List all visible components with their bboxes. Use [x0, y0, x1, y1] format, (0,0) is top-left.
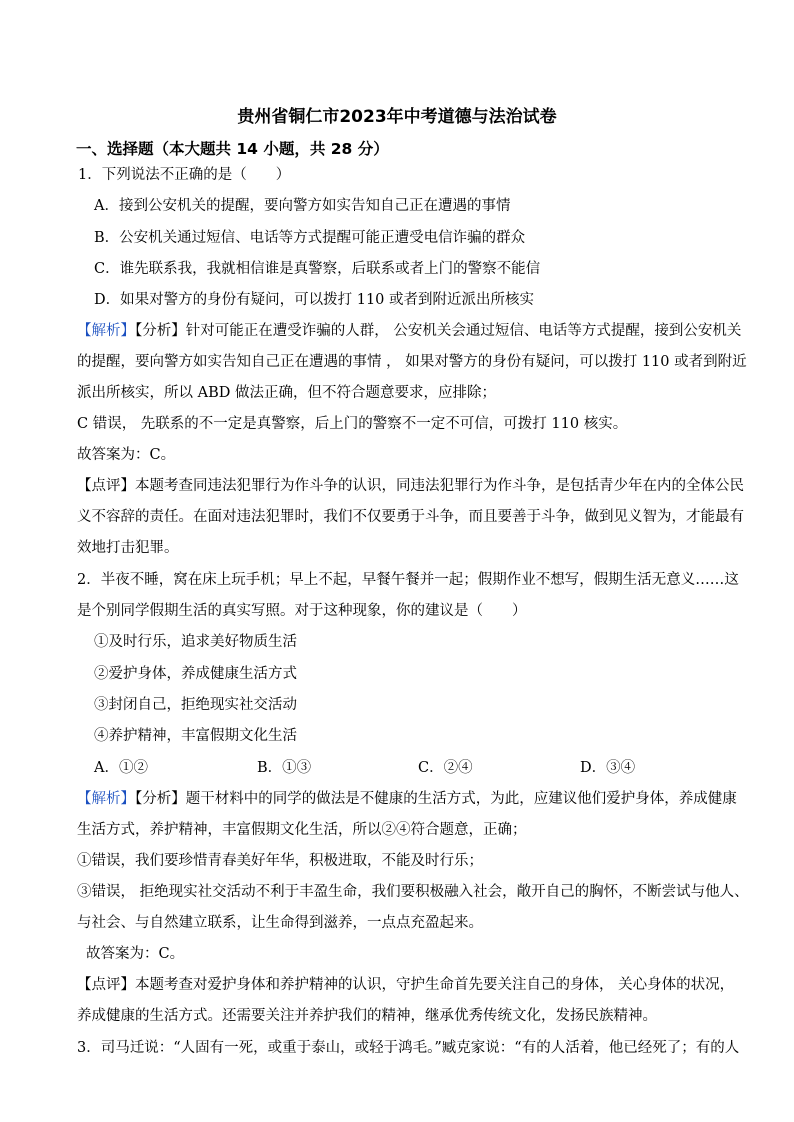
- q1-stem: 1．下列说法不正确的是（ ）: [78, 167, 291, 183]
- q2-analysis-text-1: 题干材料中的同学的做法是不健康的生活方式，为此，应建议他们爱护身体，养成健康: [185, 791, 737, 807]
- q2-analysis-line-5: 与社会、与自然建立联系，让生命得到滋养，一点点充盈起来。: [77, 915, 483, 931]
- q2-analysis-line-1: [77, 789, 737, 809]
- q1-answer: 故答案为：C。: [77, 447, 176, 463]
- q2-stem-line-1: 2．半夜不睡，窝在床上玩手机；早上不起，早餐午餐并一起；假期作业不想写，假期生活无意义……这: [77, 572, 739, 588]
- q3-stem-line-1: 3．司马迁说：“人固有一死，或重于泰山，或轻于鸿毛。”臧克家说：“有的人活着，他已经死了；有的人: [77, 1040, 740, 1056]
- q1-analysis-text-1: 针对可能正在遭受诈骗的人群， 公安机关会通过短信、电话等方式提醒，接到公安机关: [185, 323, 742, 339]
- q2-tag-jiexi: 【解析】: [77, 791, 135, 807]
- q2-option-c: C．②④: [418, 760, 473, 776]
- q1-tag-fenxi: 【分析】: [135, 323, 186, 339]
- q2-comment-line-1: [77, 975, 734, 995]
- q1-analysis-line-4: C 错误， 先联系的不一定是真警察，后上门的警察不一定不可信，可拨打 110 核实。: [77, 416, 628, 432]
- q2-item-1: ①及时行乐，追求美好物质生活: [94, 634, 297, 650]
- q2-item-4: ④养护精神，丰富假期文化生活: [94, 728, 297, 744]
- q1-analysis-line-1: [77, 321, 741, 341]
- page-title: 贵州省铜仁市2023年中考道德与法治试卷: [237, 107, 557, 127]
- q1-option-c: C．谁先联系我，我就相信谁是真警察，后联系或者上门的警察不能信: [94, 261, 541, 277]
- q2-analysis-line-2: 生活方式，养护精神，丰富假期文化生活，所以②④符合题意，正确；: [77, 822, 527, 838]
- q2-stem-line-2: 是个别同学假期生活的真实写照。对于这种现象，你的建议是（ ）: [77, 603, 527, 619]
- q1-analysis-line-2: 的提醒，要向警方如实告知自己正在遭遇的事情 ， 如果对警方的身份有疑问，可以拨打 110 或者到附近: [77, 354, 747, 370]
- q1-option-d: D．如果对警方的身份有疑问，可以拨打 110 或者到附近派出所核实: [94, 292, 535, 308]
- q1-comment-text-1: 本题考查同违法犯罪行为作斗争的认识，同违法犯罪行为作斗争，是包括青少年在内的全体公民: [135, 478, 744, 494]
- q1-comment-line-2: 义不容辞的责任。在面对违法犯罪时，我们不仅要勇于斗争，而且要善于斗争，做到见义智为，才能最有: [77, 509, 744, 525]
- q2-answer: 故答案为：C。: [86, 946, 185, 962]
- q2-comment-text-1: 本题考查对爱护身体和养护精神的认识，守护生命首先要关注自己的身体， 关心身体的状况，: [135, 977, 735, 993]
- q1-tag-dianping: 【点评】: [77, 478, 135, 494]
- q1-comment-line-1: [77, 476, 744, 496]
- q2-option-a: A．①②: [94, 760, 148, 776]
- q2-item-2: ②爱护身体，养成健康生活方式: [94, 666, 297, 682]
- q2-item-3: ③封闭自己，拒绝现实社交活动: [94, 697, 297, 713]
- q1-option-a: A．接到公安机关的提醒，要向警方如实告知自己正在遭遇的事情: [94, 198, 511, 214]
- q2-tag-fenxi: 【分析】: [135, 791, 186, 807]
- q1-option-b: B．公安机关通过短信、电话等方式提醒可能正遭受电信诈骗的群众: [94, 230, 526, 246]
- q2-option-b: B．①③: [257, 760, 312, 776]
- section-heading: 一、选择题（本大题共 14 小题，共 28 分）: [76, 140, 389, 158]
- q1-comment-line-3: 效地打击犯罪。: [77, 540, 179, 556]
- q2-analysis-line-4: ③错误， 拒绝现实社交活动不利于丰盈生命，我们要积极融入社会，敞开自己的胸怀，不断尝试与他人、: [77, 884, 749, 900]
- q2-comment-line-2: 养成健康的生活方式。还需要关注并养护我们的精神，继承优秀传统文化，发扬民族精神。: [77, 1008, 657, 1024]
- q2-analysis-line-3: ①错误，我们要珍惜青春美好年华，积极进取，不能及时行乐；: [77, 853, 483, 869]
- q2-tag-dianping: 【点评】: [77, 977, 135, 993]
- q2-option-d: D．③④: [580, 760, 636, 776]
- q1-tag-jiexi: 【解析】: [77, 323, 135, 339]
- q1-analysis-line-3: 派出所核实，所以 ABD 做法正确，但不符合题意要求，应排除；: [77, 385, 496, 401]
